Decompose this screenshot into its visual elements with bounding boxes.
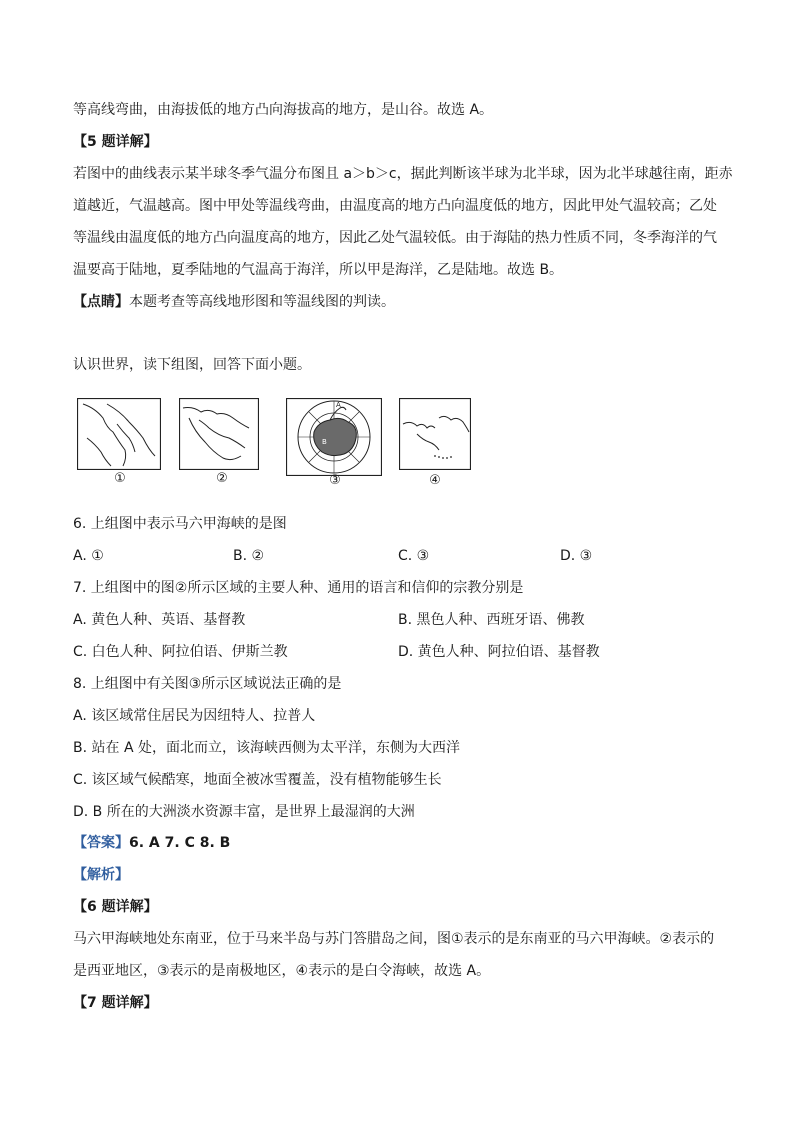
- q6-option-d: D. ③: [560, 548, 593, 564]
- map-caption-4: ④: [429, 473, 441, 488]
- answer-tag: 【答案】: [73, 835, 129, 851]
- q8-option-b: B. 站在 A 处，面北而立，该海峡西侧为太平洋，东侧为大西洋: [73, 740, 460, 756]
- intro-line: 认识世界，读下组图，回答下面小题。: [73, 357, 311, 373]
- answer-text: 6. A 7. C 8. B: [129, 835, 231, 851]
- heading-q6-detail: 【6 题详解】: [73, 899, 158, 915]
- map-1-malacca: [77, 398, 161, 470]
- map-caption-1: ①: [114, 471, 126, 486]
- analysis-tag: 【解析】: [73, 867, 129, 883]
- map-2-west-asia: [179, 398, 259, 470]
- dianjing-tag: 【点睛】: [73, 294, 129, 310]
- q8-option-a: A. 该区域常住居民为因纽特人、拉普人: [73, 708, 316, 724]
- line-l1: 等高线弯曲，由海拔低的地方凸向海拔高的地方，是山谷。故选 A。: [73, 102, 494, 118]
- heading-q5-detail: 【5 题详解】: [73, 134, 158, 150]
- q6-option-c: C. ③: [398, 548, 430, 564]
- dianjing-text: 本题考查等高线地形图和等温线图的判读。: [129, 294, 395, 310]
- question-8: 8. 上组图中有关图③所示区域说法正确的是: [73, 676, 342, 692]
- q8-option-d: D. B 所在的大洲淡水资源丰富，是世界上最湿润的大洲: [73, 804, 415, 820]
- paragraph-q5-4: 温要高于陆地，夏季陆地的气温高于海洋，所以甲是海洋，乙是陆地。故选 B。: [73, 262, 564, 278]
- map-4-bering: [399, 398, 471, 470]
- map-group: [77, 398, 497, 493]
- q7-option-b: B. 黑色人种、西班牙语、佛教: [398, 612, 585, 628]
- q7-option-a: A. 黄色人种、英语、基督教: [73, 612, 246, 628]
- question-6: 6. 上组图中表示马六甲海峡的是图: [73, 516, 287, 532]
- q6-option-b: B. ②: [233, 548, 265, 564]
- q6-option-a: A. ①: [73, 548, 104, 564]
- paragraph-q5-2: 道越近，气温越高。图中甲处等温线弯曲，由温度高的地方凸向温度低的地方，因此甲处气温较高；乙处: [73, 198, 717, 214]
- paragraph-q5-1: 若图中的曲线表示某半球冬季气温分布图且 a＞b＞c，据此判断该半球为北半球，因为北半球越往南，距赤: [73, 166, 733, 182]
- map-label-b: B: [322, 438, 327, 446]
- paragraph-q6-1: 马六甲海峡地处东南亚，位于马来半岛与苏门答腊岛之间，图①表示的是东南亚的马六甲海峡。②表示的: [73, 931, 715, 947]
- map-3-antarctica: [286, 398, 382, 476]
- answer-line: [73, 833, 230, 853]
- paragraph-q6-2: 是西亚地区，③表示的是南极地区，④表示的是白令海峡，故选 A。: [73, 963, 491, 979]
- map-caption-3: ③: [329, 473, 341, 488]
- heading-q7-detail: 【7 题详解】: [73, 995, 158, 1011]
- question-7: 7. 上组图中的图②所示区域的主要人种、通用的语言和信仰的宗教分别是: [73, 580, 524, 596]
- q8-option-c: C. 该区域气候酷寒，地面全被冰雪覆盖，没有植物能够生长: [73, 772, 442, 788]
- map-label-a: A: [336, 401, 341, 409]
- q7-option-c: C. 白色人种、阿拉伯语、伊斯兰教: [73, 644, 288, 660]
- map-caption-2: ②: [216, 471, 228, 486]
- q7-option-d: D. 黄色人种、阿拉伯语、基督教: [398, 644, 600, 660]
- dianjing-line: [73, 292, 395, 312]
- paragraph-q5-3: 等温线由温度低的地方凸向温度高的地方，因此乙处气温较低。由于海陆的热力性质不同，冬季海洋的气: [73, 230, 717, 246]
